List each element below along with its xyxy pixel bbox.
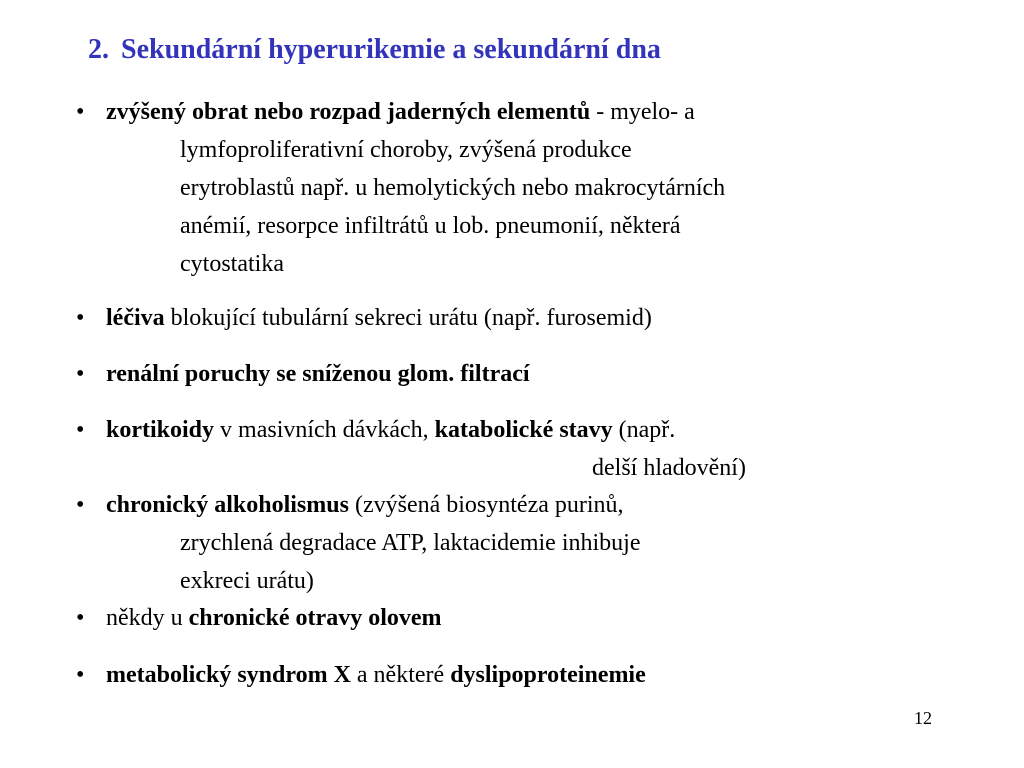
title-text: Sekundární hyperurikemie a sekundární dna bbox=[121, 34, 661, 65]
bullet-icon: • bbox=[76, 417, 85, 443]
bullet-item-2 bbox=[106, 303, 652, 333]
continuation-line: cytostatika bbox=[180, 251, 284, 277]
slide-title bbox=[88, 34, 661, 66]
continuation-line: anémií, resorpce infiltrátů u lob. pneumonií, některá bbox=[180, 213, 681, 239]
continuation-line: zrychlená degradace ATP, laktacidemie inhibuje bbox=[180, 530, 641, 556]
bold-term: chronický alkoholismus bbox=[106, 492, 349, 518]
continuation-line: erytroblastů např. u hemolytických nebo makrocytárních bbox=[180, 175, 726, 201]
bullet-icon: • bbox=[76, 605, 85, 631]
bold-term: kortikoidy bbox=[106, 417, 215, 443]
text-span: (např. bbox=[612, 417, 676, 443]
text-span: - myelo- a bbox=[590, 99, 695, 125]
bullet-item-4 bbox=[106, 415, 675, 445]
text-span: v masivních dávkách, bbox=[214, 417, 435, 443]
bullet-item-3 bbox=[106, 359, 530, 389]
bold-term: zvýšený obrat nebo rozpad jaderných elementů bbox=[106, 99, 591, 125]
text-span: blokující tubulární sekreci urátu (např. furosemid) bbox=[164, 305, 652, 331]
bullet-item-6 bbox=[106, 603, 442, 633]
bold-term: léčiva bbox=[106, 305, 165, 331]
bold-term: dyslipoproteinemie bbox=[450, 662, 646, 688]
bold-term: katabolické stavy bbox=[434, 417, 613, 443]
continuation-line: delší hladovění) bbox=[592, 455, 746, 481]
page-number: 12 bbox=[914, 708, 932, 728]
bullet-item-7 bbox=[106, 660, 646, 690]
text-span: někdy u bbox=[106, 605, 189, 631]
bullet-icon: • bbox=[76, 305, 85, 331]
bullet-item-5 bbox=[106, 490, 624, 520]
bullet-icon: • bbox=[76, 662, 85, 688]
text-span: (zvýšená biosyntéza purinů, bbox=[348, 492, 624, 518]
bullet-icon: • bbox=[76, 361, 85, 387]
continuation-line: exkreci urátu) bbox=[180, 568, 314, 594]
bold-term: metabolický syndrom X bbox=[106, 662, 351, 688]
title-number: 2. bbox=[88, 34, 109, 65]
bold-term: chronické otravy olovem bbox=[188, 605, 442, 631]
bullet-item-1 bbox=[106, 97, 695, 127]
bullet-icon: • bbox=[76, 492, 85, 518]
bullet-icon: • bbox=[76, 99, 85, 125]
bold-term: renální poruchy se sníženou glom. filtrací bbox=[106, 361, 530, 387]
text-span: a některé bbox=[350, 662, 451, 688]
continuation-line: lymfoproliferativní choroby, zvýšená produkce bbox=[180, 137, 632, 163]
